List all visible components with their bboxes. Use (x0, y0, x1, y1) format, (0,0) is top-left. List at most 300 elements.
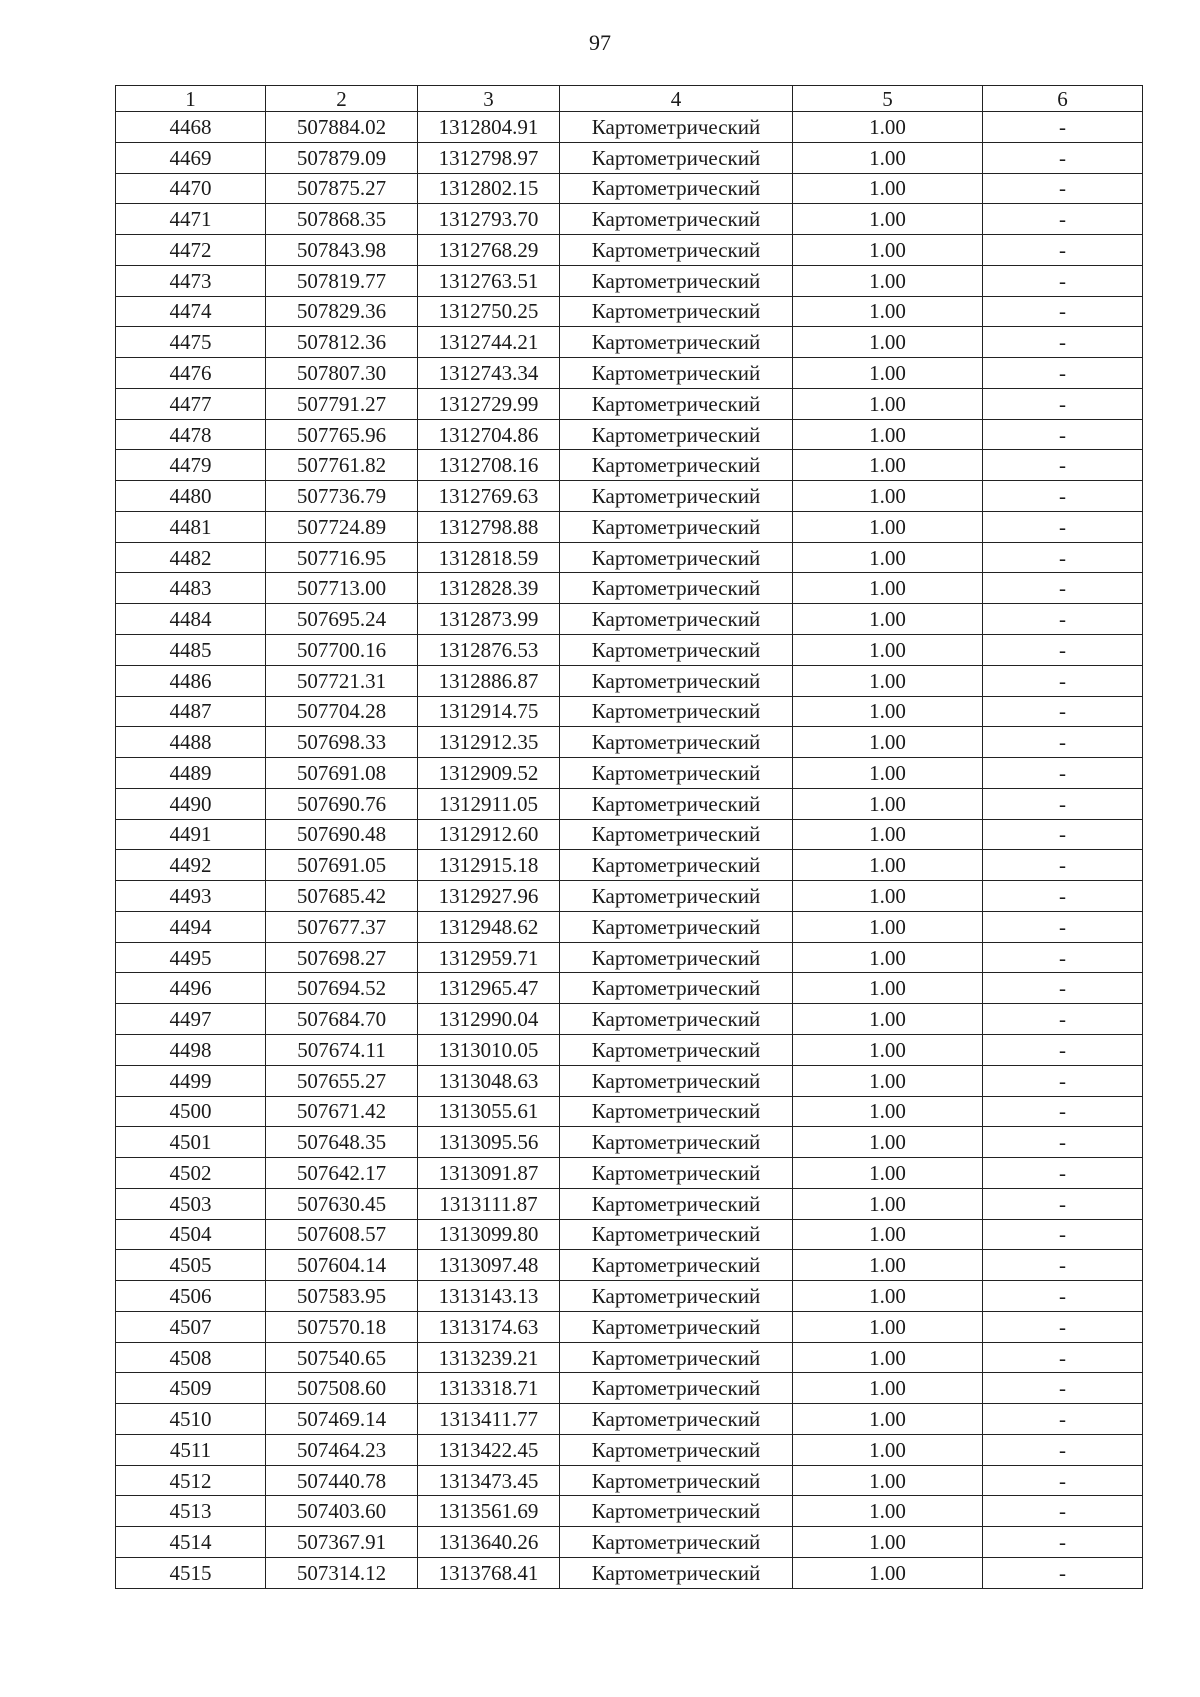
table-row (116, 942, 1143, 973)
y-coordinate-cell: 1312768.29 (418, 235, 560, 266)
point-number-cell: 4494 (116, 911, 266, 942)
table-row (116, 881, 1143, 912)
method-cell: Картометрический (560, 265, 793, 296)
note-cell: - (983, 1096, 1143, 1127)
point-number-cell: 4493 (116, 881, 266, 912)
method-cell: Картометрический (560, 142, 793, 173)
point-number-cell: 4504 (116, 1219, 266, 1250)
method-cell: Картометрический (560, 696, 793, 727)
note-cell: - (983, 665, 1143, 696)
table-row (116, 1034, 1143, 1065)
x-coordinate-cell: 507642.17 (266, 1158, 418, 1189)
y-coordinate-cell: 1312915.18 (418, 850, 560, 881)
method-cell: Картометрический (560, 911, 793, 942)
table-row (116, 1065, 1143, 1096)
method-cell: Картометрический (560, 1281, 793, 1312)
table-row (116, 1219, 1143, 1250)
note-cell: - (983, 142, 1143, 173)
point-number-cell: 4483 (116, 573, 266, 604)
y-coordinate-cell: 1313048.63 (418, 1065, 560, 1096)
table-row (116, 696, 1143, 727)
accuracy-cell: 1.00 (793, 1034, 983, 1065)
point-number-cell: 4495 (116, 942, 266, 973)
accuracy-cell: 1.00 (793, 204, 983, 235)
x-coordinate-cell: 507695.24 (266, 604, 418, 635)
y-coordinate-cell: 1313239.21 (418, 1342, 560, 1373)
x-coordinate-cell: 507630.45 (266, 1188, 418, 1219)
y-coordinate-cell: 1313411.77 (418, 1404, 560, 1435)
method-cell: Картометрический (560, 481, 793, 512)
table-row (116, 788, 1143, 819)
point-number-cell: 4491 (116, 819, 266, 850)
note-cell: - (983, 942, 1143, 973)
method-cell: Картометрический (560, 173, 793, 204)
table-row (116, 1311, 1143, 1342)
x-coordinate-cell: 507570.18 (266, 1311, 418, 1342)
point-number-cell: 4477 (116, 388, 266, 419)
accuracy-cell: 1.00 (793, 1219, 983, 1250)
y-coordinate-cell: 1312708.16 (418, 450, 560, 481)
accuracy-cell: 1.00 (793, 419, 983, 450)
x-coordinate-cell: 507604.14 (266, 1250, 418, 1281)
y-coordinate-cell: 1312769.63 (418, 481, 560, 512)
accuracy-cell: 1.00 (793, 788, 983, 819)
table-row (116, 1557, 1143, 1588)
note-cell: - (983, 542, 1143, 573)
accuracy-cell: 1.00 (793, 450, 983, 481)
note-cell: - (983, 358, 1143, 389)
method-cell: Картометрический (560, 1311, 793, 1342)
method-cell: Картометрический (560, 1342, 793, 1373)
accuracy-cell: 1.00 (793, 481, 983, 512)
note-cell: - (983, 419, 1143, 450)
y-coordinate-cell: 1312965.47 (418, 973, 560, 1004)
note-cell: - (983, 758, 1143, 789)
accuracy-cell: 1.00 (793, 1096, 983, 1127)
note-cell: - (983, 788, 1143, 819)
x-coordinate-cell: 507812.36 (266, 327, 418, 358)
x-coordinate-cell: 507884.02 (266, 112, 418, 143)
point-number-cell: 4499 (116, 1065, 266, 1096)
point-number-cell: 4514 (116, 1527, 266, 1558)
note-cell: - (983, 1434, 1143, 1465)
point-number-cell: 4515 (116, 1557, 266, 1588)
point-number-cell: 4511 (116, 1434, 266, 1465)
table-row (116, 604, 1143, 635)
y-coordinate-cell: 1312828.39 (418, 573, 560, 604)
y-coordinate-cell: 1313561.69 (418, 1496, 560, 1527)
point-number-cell: 4473 (116, 265, 266, 296)
accuracy-cell: 1.00 (793, 542, 983, 573)
x-coordinate-cell: 507508.60 (266, 1373, 418, 1404)
y-coordinate-cell: 1312704.86 (418, 419, 560, 450)
method-cell: Картометрический (560, 450, 793, 481)
note-cell: - (983, 1465, 1143, 1496)
x-coordinate-cell: 507440.78 (266, 1465, 418, 1496)
note-cell: - (983, 850, 1143, 881)
table-row (116, 542, 1143, 573)
method-cell: Картометрический (560, 1557, 793, 1588)
method-cell: Картометрический (560, 1034, 793, 1065)
table-row (116, 1004, 1143, 1035)
point-number-cell: 4479 (116, 450, 266, 481)
table-row (116, 173, 1143, 204)
table-row (116, 235, 1143, 266)
point-number-cell: 4484 (116, 604, 266, 635)
method-cell: Картометрический (560, 1219, 793, 1250)
method-cell: Картометрический (560, 881, 793, 912)
point-number-cell: 4485 (116, 635, 266, 666)
table-row (116, 635, 1143, 666)
point-number-cell: 4468 (116, 112, 266, 143)
point-number-cell: 4472 (116, 235, 266, 266)
x-coordinate-cell: 507713.00 (266, 573, 418, 604)
column-header: 4 (560, 86, 793, 112)
point-number-cell: 4487 (116, 696, 266, 727)
table-row (116, 1527, 1143, 1558)
point-number-cell: 4490 (116, 788, 266, 819)
accuracy-cell: 1.00 (793, 1311, 983, 1342)
x-coordinate-cell: 507469.14 (266, 1404, 418, 1435)
accuracy-cell: 1.00 (793, 1434, 983, 1465)
point-number-cell: 4475 (116, 327, 266, 358)
x-coordinate-cell: 507843.98 (266, 235, 418, 266)
table-row (116, 142, 1143, 173)
note-cell: - (983, 1557, 1143, 1588)
accuracy-cell: 1.00 (793, 511, 983, 542)
method-cell: Картометрический (560, 1434, 793, 1465)
y-coordinate-cell: 1312990.04 (418, 1004, 560, 1035)
accuracy-cell: 1.00 (793, 973, 983, 1004)
point-number-cell: 4510 (116, 1404, 266, 1435)
x-coordinate-cell: 507583.95 (266, 1281, 418, 1312)
y-coordinate-cell: 1313091.87 (418, 1158, 560, 1189)
table-row (116, 419, 1143, 450)
note-cell: - (983, 819, 1143, 850)
accuracy-cell: 1.00 (793, 819, 983, 850)
y-coordinate-cell: 1312876.53 (418, 635, 560, 666)
y-coordinate-cell: 1312750.25 (418, 296, 560, 327)
method-cell: Картометрический (560, 511, 793, 542)
y-coordinate-cell: 1312912.60 (418, 819, 560, 850)
column-header: 1 (116, 86, 266, 112)
table-row (116, 573, 1143, 604)
method-cell: Картометрический (560, 419, 793, 450)
point-number-cell: 4489 (116, 758, 266, 789)
x-coordinate-cell: 507648.35 (266, 1127, 418, 1158)
note-cell: - (983, 1219, 1143, 1250)
accuracy-cell: 1.00 (793, 1557, 983, 1588)
point-number-cell: 4508 (116, 1342, 266, 1373)
table-row (116, 481, 1143, 512)
point-number-cell: 4470 (116, 173, 266, 204)
method-cell: Картометрический (560, 112, 793, 143)
y-coordinate-cell: 1313099.80 (418, 1219, 560, 1250)
column-header: 2 (266, 86, 418, 112)
method-cell: Картометрический (560, 1250, 793, 1281)
column-header: 6 (983, 86, 1143, 112)
point-number-cell: 4505 (116, 1250, 266, 1281)
x-coordinate-cell: 507691.08 (266, 758, 418, 789)
note-cell: - (983, 1281, 1143, 1312)
x-coordinate-cell: 507464.23 (266, 1434, 418, 1465)
note-cell: - (983, 235, 1143, 266)
method-cell: Картометрический (560, 1465, 793, 1496)
point-number-cell: 4486 (116, 665, 266, 696)
x-coordinate-cell: 507367.91 (266, 1527, 418, 1558)
point-number-cell: 4506 (116, 1281, 266, 1312)
x-coordinate-cell: 507671.42 (266, 1096, 418, 1127)
note-cell: - (983, 696, 1143, 727)
method-cell: Картометрический (560, 1373, 793, 1404)
y-coordinate-cell: 1313097.48 (418, 1250, 560, 1281)
method-cell: Картометрический (560, 1527, 793, 1558)
accuracy-cell: 1.00 (793, 758, 983, 789)
method-cell: Картометрический (560, 1065, 793, 1096)
note-cell: - (983, 727, 1143, 758)
accuracy-cell: 1.00 (793, 1004, 983, 1035)
coordinates-table (115, 85, 1143, 1589)
x-coordinate-cell: 507807.30 (266, 358, 418, 389)
point-number-cell: 4509 (116, 1373, 266, 1404)
x-coordinate-cell: 507761.82 (266, 450, 418, 481)
accuracy-cell: 1.00 (793, 1496, 983, 1527)
method-cell: Картометрический (560, 819, 793, 850)
y-coordinate-cell: 1312959.71 (418, 942, 560, 973)
point-number-cell: 4498 (116, 1034, 266, 1065)
point-number-cell: 4496 (116, 973, 266, 1004)
y-coordinate-cell: 1312927.96 (418, 881, 560, 912)
accuracy-cell: 1.00 (793, 727, 983, 758)
point-number-cell: 4492 (116, 850, 266, 881)
note-cell: - (983, 1188, 1143, 1219)
table-row (116, 727, 1143, 758)
table-row (116, 850, 1143, 881)
table-row (116, 1465, 1143, 1496)
accuracy-cell: 1.00 (793, 573, 983, 604)
y-coordinate-cell: 1312763.51 (418, 265, 560, 296)
point-number-cell: 4488 (116, 727, 266, 758)
accuracy-cell: 1.00 (793, 911, 983, 942)
y-coordinate-cell: 1312804.91 (418, 112, 560, 143)
x-coordinate-cell: 507700.16 (266, 635, 418, 666)
y-coordinate-cell: 1312911.05 (418, 788, 560, 819)
note-cell: - (983, 388, 1143, 419)
point-number-cell: 4474 (116, 296, 266, 327)
point-number-cell: 4507 (116, 1311, 266, 1342)
accuracy-cell: 1.00 (793, 235, 983, 266)
point-number-cell: 4502 (116, 1158, 266, 1189)
y-coordinate-cell: 1313111.87 (418, 1188, 560, 1219)
accuracy-cell: 1.00 (793, 112, 983, 143)
table-row (116, 1434, 1143, 1465)
accuracy-cell: 1.00 (793, 1158, 983, 1189)
note-cell: - (983, 1342, 1143, 1373)
method-cell: Картометрический (560, 1496, 793, 1527)
method-cell: Картометрический (560, 727, 793, 758)
accuracy-cell: 1.00 (793, 1465, 983, 1496)
y-coordinate-cell: 1312914.75 (418, 696, 560, 727)
x-coordinate-cell: 507694.52 (266, 973, 418, 1004)
point-number-cell: 4513 (116, 1496, 266, 1527)
point-number-cell: 4476 (116, 358, 266, 389)
note-cell: - (983, 1250, 1143, 1281)
note-cell: - (983, 1496, 1143, 1527)
accuracy-cell: 1.00 (793, 296, 983, 327)
method-cell: Картометрический (560, 235, 793, 266)
table-body (116, 112, 1143, 1589)
method-cell: Картометрический (560, 573, 793, 604)
note-cell: - (983, 911, 1143, 942)
x-coordinate-cell: 507721.31 (266, 665, 418, 696)
y-coordinate-cell: 1313174.63 (418, 1311, 560, 1342)
y-coordinate-cell: 1312886.87 (418, 665, 560, 696)
note-cell: - (983, 327, 1143, 358)
note-cell: - (983, 1527, 1143, 1558)
accuracy-cell: 1.00 (793, 358, 983, 389)
method-cell: Картометрический (560, 388, 793, 419)
x-coordinate-cell: 507716.95 (266, 542, 418, 573)
x-coordinate-cell: 507690.48 (266, 819, 418, 850)
x-coordinate-cell: 507691.05 (266, 850, 418, 881)
accuracy-cell: 1.00 (793, 327, 983, 358)
x-coordinate-cell: 507655.27 (266, 1065, 418, 1096)
accuracy-cell: 1.00 (793, 1250, 983, 1281)
point-number-cell: 4497 (116, 1004, 266, 1035)
note-cell: - (983, 450, 1143, 481)
note-cell: - (983, 1004, 1143, 1035)
point-number-cell: 4469 (116, 142, 266, 173)
method-cell: Картометрический (560, 1188, 793, 1219)
x-coordinate-cell: 507698.33 (266, 727, 418, 758)
method-cell: Картометрический (560, 635, 793, 666)
note-cell: - (983, 1373, 1143, 1404)
y-coordinate-cell: 1313143.13 (418, 1281, 560, 1312)
accuracy-cell: 1.00 (793, 1404, 983, 1435)
method-cell: Картометрический (560, 973, 793, 1004)
table-row (116, 450, 1143, 481)
table-row (116, 1127, 1143, 1158)
x-coordinate-cell: 507704.28 (266, 696, 418, 727)
method-cell: Картометрический (560, 604, 793, 635)
point-number-cell: 4501 (116, 1127, 266, 1158)
table-header-row (116, 86, 1143, 112)
method-cell: Картометрический (560, 358, 793, 389)
table-row (116, 388, 1143, 419)
x-coordinate-cell: 507685.42 (266, 881, 418, 912)
accuracy-cell: 1.00 (793, 850, 983, 881)
y-coordinate-cell: 1313095.56 (418, 1127, 560, 1158)
method-cell: Картометрический (560, 788, 793, 819)
y-coordinate-cell: 1313055.61 (418, 1096, 560, 1127)
x-coordinate-cell: 507736.79 (266, 481, 418, 512)
note-cell: - (983, 265, 1143, 296)
x-coordinate-cell: 507684.70 (266, 1004, 418, 1035)
x-coordinate-cell: 507608.57 (266, 1219, 418, 1250)
accuracy-cell: 1.00 (793, 1188, 983, 1219)
y-coordinate-cell: 1312729.99 (418, 388, 560, 419)
point-number-cell: 4512 (116, 1465, 266, 1496)
point-number-cell: 4503 (116, 1188, 266, 1219)
note-cell: - (983, 573, 1143, 604)
y-coordinate-cell: 1313318.71 (418, 1373, 560, 1404)
method-cell: Картометрический (560, 1004, 793, 1035)
point-number-cell: 4482 (116, 542, 266, 573)
note-cell: - (983, 204, 1143, 235)
accuracy-cell: 1.00 (793, 1281, 983, 1312)
note-cell: - (983, 973, 1143, 1004)
method-cell: Картометрический (560, 850, 793, 881)
x-coordinate-cell: 507690.76 (266, 788, 418, 819)
method-cell: Картометрический (560, 1158, 793, 1189)
x-coordinate-cell: 507875.27 (266, 173, 418, 204)
table-row (116, 1496, 1143, 1527)
accuracy-cell: 1.00 (793, 1065, 983, 1096)
method-cell: Картометрический (560, 327, 793, 358)
note-cell: - (983, 511, 1143, 542)
x-coordinate-cell: 507829.36 (266, 296, 418, 327)
column-header: 3 (418, 86, 560, 112)
x-coordinate-cell: 507765.96 (266, 419, 418, 450)
note-cell: - (983, 173, 1143, 204)
table-row (116, 327, 1143, 358)
table-row (116, 1281, 1143, 1312)
table-row (116, 265, 1143, 296)
method-cell: Картометрический (560, 942, 793, 973)
y-coordinate-cell: 1312798.88 (418, 511, 560, 542)
table-row (116, 1188, 1143, 1219)
table-row (116, 358, 1143, 389)
table-row (116, 112, 1143, 143)
table-row (116, 973, 1143, 1004)
y-coordinate-cell: 1313768.41 (418, 1557, 560, 1588)
method-cell: Картометрический (560, 1127, 793, 1158)
y-coordinate-cell: 1312818.59 (418, 542, 560, 573)
y-coordinate-cell: 1312793.70 (418, 204, 560, 235)
x-coordinate-cell: 507674.11 (266, 1034, 418, 1065)
y-coordinate-cell: 1312912.35 (418, 727, 560, 758)
x-coordinate-cell: 507540.65 (266, 1342, 418, 1373)
point-number-cell: 4478 (116, 419, 266, 450)
column-header: 5 (793, 86, 983, 112)
note-cell: - (983, 881, 1143, 912)
accuracy-cell: 1.00 (793, 1127, 983, 1158)
table-row (116, 1373, 1143, 1404)
table-row (116, 1404, 1143, 1435)
note-cell: - (983, 1311, 1143, 1342)
accuracy-cell: 1.00 (793, 142, 983, 173)
y-coordinate-cell: 1312802.15 (418, 173, 560, 204)
table-row (116, 758, 1143, 789)
accuracy-cell: 1.00 (793, 1373, 983, 1404)
y-coordinate-cell: 1313010.05 (418, 1034, 560, 1065)
table-row (116, 511, 1143, 542)
method-cell: Картометрический (560, 1096, 793, 1127)
method-cell: Картометрический (560, 758, 793, 789)
page-number: 97 (589, 30, 611, 55)
note-cell: - (983, 635, 1143, 666)
y-coordinate-cell: 1313640.26 (418, 1527, 560, 1558)
x-coordinate-cell: 507314.12 (266, 1557, 418, 1588)
accuracy-cell: 1.00 (793, 1342, 983, 1373)
y-coordinate-cell: 1313422.45 (418, 1434, 560, 1465)
x-coordinate-cell: 507868.35 (266, 204, 418, 235)
accuracy-cell: 1.00 (793, 696, 983, 727)
accuracy-cell: 1.00 (793, 635, 983, 666)
accuracy-cell: 1.00 (793, 604, 983, 635)
point-number-cell: 4480 (116, 481, 266, 512)
note-cell: - (983, 112, 1143, 143)
